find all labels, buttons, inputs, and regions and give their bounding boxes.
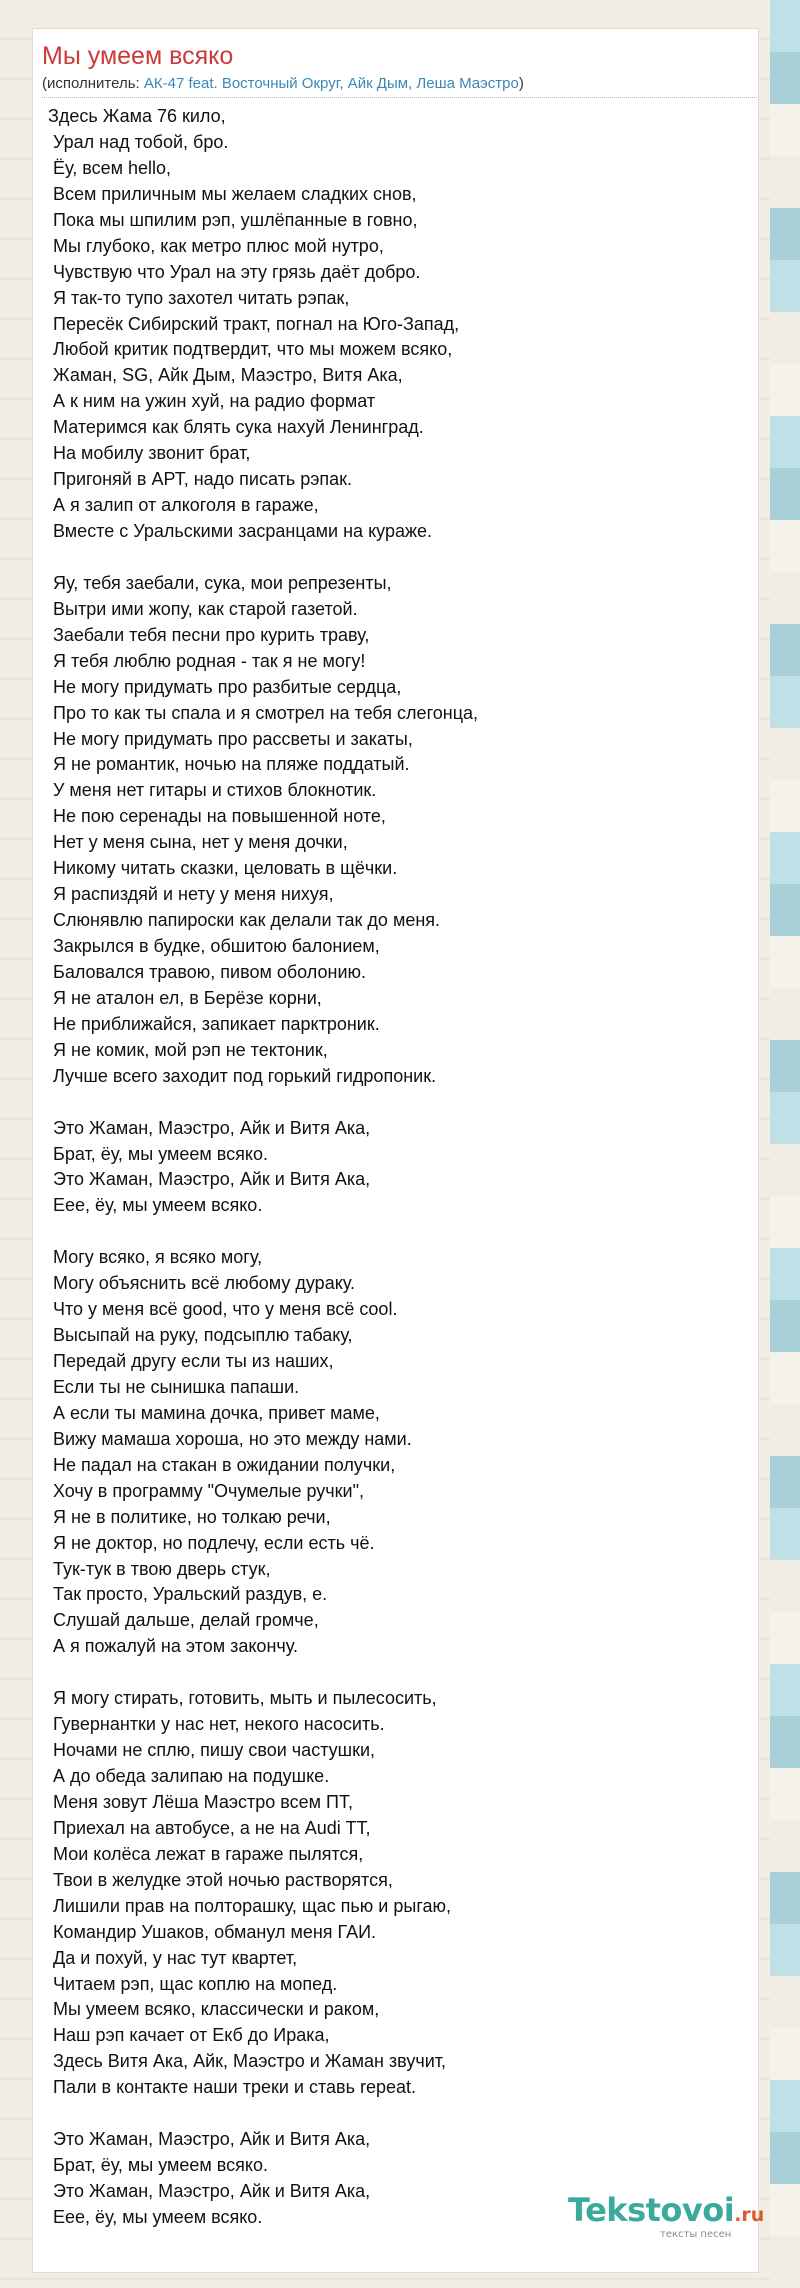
lyric-line: Еее, ёу, мы умеем всяко. [48, 1195, 263, 1216]
side-stripe [770, 2184, 800, 2236]
side-stripe [770, 0, 800, 52]
lyric-line: Не приближайся, запикает парктроник. [48, 1013, 380, 1034]
lyric-line: Если ты не сынишка папаши. [48, 1376, 300, 1397]
side-stripe [770, 988, 800, 1040]
side-stripe [770, 1768, 800, 1820]
side-stripe [770, 1612, 800, 1664]
lyric-line [48, 545, 748, 571]
lyric-line: Чувствую что Урал на эту грязь даёт добро. [48, 261, 421, 282]
side-stripe [770, 468, 800, 520]
side-stripe [770, 1820, 800, 1872]
lyric-line: Яу, тебя заебали, сука, мои репрезенты, [48, 572, 392, 593]
side-stripe [770, 312, 800, 364]
logo-wordmark [568, 2192, 768, 2233]
lyric-line: Любой критик подтвердит, что мы можем всяко, [48, 339, 453, 360]
lyric-line: Я тебя люблю родная - так я не могу! [48, 650, 366, 671]
lyric-line [48, 1219, 748, 1245]
performer-line [42, 74, 524, 94]
lyric-line: Гувернантки у нас нет, некого насосить. [48, 1714, 385, 1735]
lyric-line: Что у меня всё good, что у меня всё cool. [48, 1299, 398, 1320]
lyric-line: Могу объяснить всё любому дураку. [48, 1273, 355, 1294]
side-stripe [770, 832, 800, 884]
lyric-line: Не могу придумать про рассветы и закаты, [48, 728, 413, 749]
lyric-line: Хочу в программу "Очумелые ручки", [48, 1480, 364, 1501]
lyric-line: Ёу, всем hello, [48, 157, 171, 178]
lyric-line: Мои колёса лежат в гараже пылятся, [48, 1843, 364, 1864]
site-logo[interactable] [568, 2192, 768, 2240]
lyric-line: Лучше всего заходит под горький гидропоник. [48, 1065, 437, 1086]
lyric-line: Да и похуй, у нас тут квартет, [48, 1947, 298, 1968]
side-stripe [770, 2028, 800, 2080]
lyric-line [48, 2101, 748, 2127]
side-stripe [770, 1456, 800, 1508]
lyric-line: Здесь Жама 76 кило, [48, 106, 226, 126]
lyric-line: Я так-то тупо захотел читать рэпак, [48, 287, 350, 308]
lyric-line: Я могу стирать, готовить, мыть и пылесосить, [48, 1688, 437, 1709]
lyric-line: Это Жаман, Маэстро, Айк и Витя Ака, [48, 1117, 371, 1138]
lyric-line: Не могу придумать про разбитые сердца, [48, 676, 402, 697]
lyric-line: А до обеда залипаю на подушке. [48, 1766, 330, 1786]
lyric-line: Про то как ты спала и я смотрел на тебя слегонца, [48, 702, 479, 723]
lyric-line: А если ты мамина дочка, привет маме, [48, 1402, 380, 1423]
lyric-line: Заебали тебя песни про курить траву, [48, 624, 370, 645]
lyric-line: Ночами не сплю, пишу свои частушки, [48, 1740, 376, 1761]
title-divider [42, 97, 757, 98]
lyric-line: Слушай дальше, делай громче, [48, 1610, 319, 1631]
lyric-line: Всем приличным мы желаем сладких снов, [48, 183, 417, 204]
lyric-line: Пока мы шпилим рэп, ушлёпанные в говно, [48, 209, 418, 230]
lyric-line: У меня нет гитары и стихов блокнотик. [48, 780, 377, 801]
side-stripe [770, 1040, 800, 1092]
lyric-line: Не падал на стакан в ожидании получки, [48, 1454, 396, 1475]
lyric-line: А я пожалуй на этом закончу. [48, 1636, 298, 1657]
performer-prefix: (исполнитель: [42, 75, 144, 92]
lyric-line: Баловался травою, пивом оболонию. [48, 961, 366, 982]
side-stripe [770, 572, 800, 624]
side-stripe [770, 1664, 800, 1716]
side-stripe [770, 1508, 800, 1560]
side-stripe [770, 2132, 800, 2184]
side-stripe [770, 1248, 800, 1300]
lyric-line: Брат, ёу, мы умеем всяко. [48, 1143, 268, 1164]
lyric-line: Передай другу если ты из наших, [48, 1351, 334, 1371]
lyric-line: Не пою серенады на повышенной ноте, [48, 806, 386, 827]
lyric-line: Мы глубоко, как метро плюс мой нутро, [48, 235, 384, 256]
lyric-line: Меня зовут Лёша Маэстро всем ПТ, [48, 1791, 353, 1812]
performer-suffix: ) [518, 75, 524, 92]
side-stripe [770, 104, 800, 156]
lyric-line: Это Жаман, Маэстро, Айк и Витя Ака, [48, 2181, 371, 2201]
side-stripe [770, 1716, 800, 1768]
lyric-line: Тук-тук в твою дверь стук, [48, 1558, 271, 1579]
lyric-line: Пали в контакте наши треки и ставь repeat. [48, 2077, 417, 2098]
lyric-line [48, 1090, 748, 1116]
decorative-side-stripes [770, 0, 800, 2288]
lyric-line: Я не аталон ел, в Берёзе корни, [48, 987, 322, 1008]
lyrics-text [48, 104, 748, 2231]
lyric-line: Материмся как блять сука нахуй Ленинград. [48, 417, 424, 438]
side-stripe [770, 1196, 800, 1248]
side-stripe [770, 1092, 800, 1144]
lyric-line: Пригоняй в АРТ, надо писать рэпак. [48, 469, 353, 490]
side-stripe [770, 416, 800, 468]
song-title: Мы умеем всяко [42, 42, 234, 70]
lyric-line: Жаман, SG, Айк Дым, Маэстро, Витя Ака, [48, 365, 403, 386]
lyric-line: Я не романтик, ночью на пляже поддатый. [48, 754, 410, 775]
side-stripe [770, 208, 800, 260]
lyric-line: А к ним на ужин хуй, на радио формат [48, 391, 376, 412]
lyric-line: Так просто, Уральский раздув, е. [48, 1584, 328, 1605]
lyric-line: А я залип от алкоголя в гараже, [48, 495, 319, 516]
side-stripe [770, 884, 800, 936]
side-stripe [770, 1872, 800, 1924]
lyric-line: Командир Ушаков, обманул меня ГАИ. [48, 1921, 377, 1942]
side-stripe [770, 1560, 800, 1612]
side-stripe [770, 1924, 800, 1976]
side-stripe [770, 728, 800, 780]
lyric-line: Вытри ими жопу, как старой газетой. [48, 598, 358, 619]
lyric-line: Читаем рэп, щас коплю на мопед. [48, 1973, 338, 1994]
lyric-line: Вижу мамаша хороша, но это между нами. [48, 1428, 412, 1449]
lyric-line: Слюнявлю папироски как делали так до меня. [48, 910, 441, 931]
lyric-line: Я не в политике, но толкаю речи, [48, 1506, 331, 1527]
lyric-line: Это Жаман, Маэстро, Айк и Витя Ака, [48, 2129, 371, 2150]
logo-tagline: тексты песен [660, 2229, 732, 2240]
lyric-line: Мы умеем всяко, классически и раком, [48, 1999, 380, 2020]
lyric-line: Высыпай на руку, подсыплю табаку, [48, 1325, 353, 1346]
side-stripe [770, 52, 800, 104]
lyric-line: Пересёк Сибирский тракт, погнал на Юго-Запад, [48, 313, 460, 334]
lyric-line: Могу всяко, я всяко могу, [48, 1247, 263, 1268]
lyric-line: На мобилу звонит брат, [48, 443, 251, 464]
side-stripe [770, 156, 800, 208]
side-stripe [770, 936, 800, 988]
lyric-line: Я распиздяй и нету у меня нихуя, [48, 884, 334, 905]
performer-link[interactable]: АК-47 feat. Восточный Округ, Айк Дым, Леша Маэстро [143, 75, 519, 92]
lyric-line: Наш рэп качает от Екб до Ирака, [48, 2025, 330, 2046]
side-stripe [770, 780, 800, 832]
side-stripe [770, 1976, 800, 2028]
side-stripe [770, 520, 800, 572]
lyric-line: Вместе с Уральскими засранцами на кураже. [48, 521, 433, 541]
side-stripe [770, 2236, 800, 2288]
lyric-line: Еее, ёу, мы умеем всяко. [48, 2206, 263, 2227]
lyric-line: Я не комик, мой рэп не тектоник, [48, 1039, 328, 1060]
lyric-line: Брат, ёу, мы умеем всяко. [48, 2155, 268, 2176]
lyric-line: Это Жаман, Маэстро, Айк и Витя Ака, [48, 1169, 371, 1190]
side-stripe [770, 1144, 800, 1196]
side-stripe [770, 364, 800, 416]
lyric-line: Лишили прав на полторашку, щас пью и рыгаю, [48, 1895, 451, 1916]
lyric-line: Приехал на автобусе, а не на Audi TT, [48, 1817, 371, 1838]
lyric-line: Здесь Витя Ака, Айк, Маэстро и Жаман звучит, [48, 2051, 447, 2072]
side-stripe [770, 260, 800, 312]
lyric-line: Закрылся в будке, обшитою балонием, [48, 936, 380, 956]
side-stripe [770, 676, 800, 728]
lyric-line: Твои в желудке этой ночью растворятся, [48, 1869, 393, 1890]
side-stripe [770, 1300, 800, 1352]
side-stripe [770, 1404, 800, 1456]
lyric-line: Никому читать сказки, целовать в щёчки. [48, 858, 398, 879]
logo-tld: .ru [734, 2204, 765, 2226]
lyric-line: Я не доктор, но подлечу, если есть чё. [48, 1532, 375, 1553]
lyric-line [48, 1660, 748, 1686]
lyric-line: Нет у меня сына, нет у меня дочки, [48, 832, 348, 853]
side-stripe [770, 2080, 800, 2132]
side-stripe [770, 624, 800, 676]
logo-name: Tekstovoi [568, 2191, 735, 2229]
lyric-line: Урал над тобой, бро. [48, 131, 229, 152]
side-stripe [770, 1352, 800, 1404]
